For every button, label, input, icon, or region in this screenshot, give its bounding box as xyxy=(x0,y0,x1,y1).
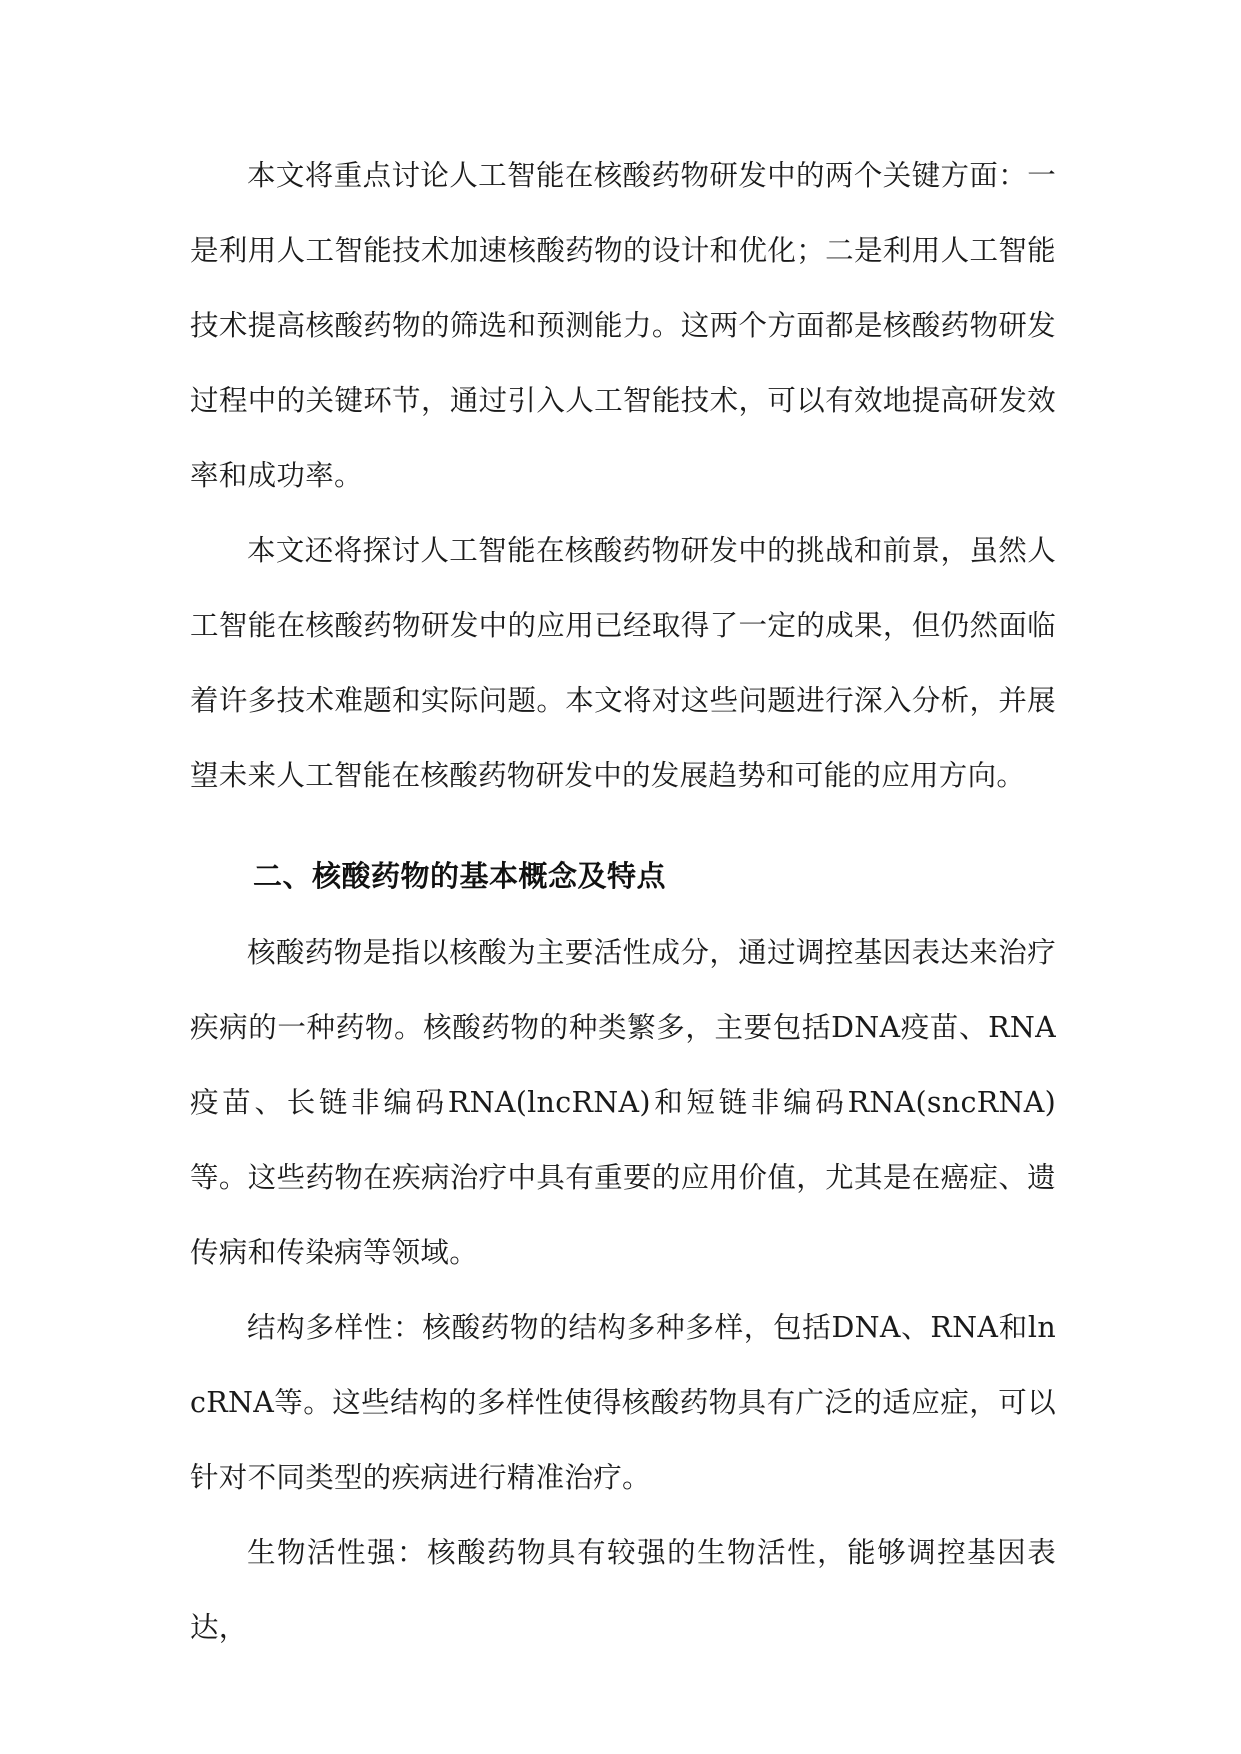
paragraph-biological-activity: 生物活性强：核酸药物具有较强的生物活性，能够调控基因表达， xyxy=(190,1536,1056,1644)
section-heading: 二、核酸药物的基本概念及特点 xyxy=(253,859,667,893)
paragraph-structural-diversity: 结构多样性：核酸药物的结构多种多样，包括DNA、RNA和lncRNA等。这些结构的多样性使得核酸药物具有广泛的适应症，可以针对不同类型的疾病进行精准治疗。 xyxy=(190,1311,1056,1494)
paragraph-intro-2: 本文还将探讨人工智能在核酸药物研发中的挑战和前景，虽然人工智能在核酸药物研发中的应用已经取得了一定的成果，但仍然面临着许多技术难题和实际问题。本文将对这些问题进行深入分析，并展望未来人工智能在核酸药物研发中的发展趋势和可能的应用方向。 xyxy=(190,534,1056,792)
paragraph-definition: 核酸药物是指以核酸为主要活性成分，通过调控基因表达来治疗疾病的一种药物。核酸药物的种类繁多，主要包括DNA疫苗、RNA疫苗、长链非编码RNA(lncRNA)和短链非编码RNA(sncRNA)等。这些药物在疾病治疗中具有重要的应用价值，尤其是在癌症、遗传病和传染病等领域。 xyxy=(190,936,1056,1269)
paragraph-intro-1: 本文将重点讨论人工智能在核酸药物研发中的两个关键方面：一是利用人工智能技术加速核酸药物的设计和优化；二是利用人工智能技术提高核酸药物的筛选和预测能力。这两个方面都是核酸药物研发过程中的关键环节，通过引入人工智能技术，可以有效地提高研发效率和成功率。 xyxy=(190,159,1056,492)
document-body xyxy=(190,138,1056,1665)
